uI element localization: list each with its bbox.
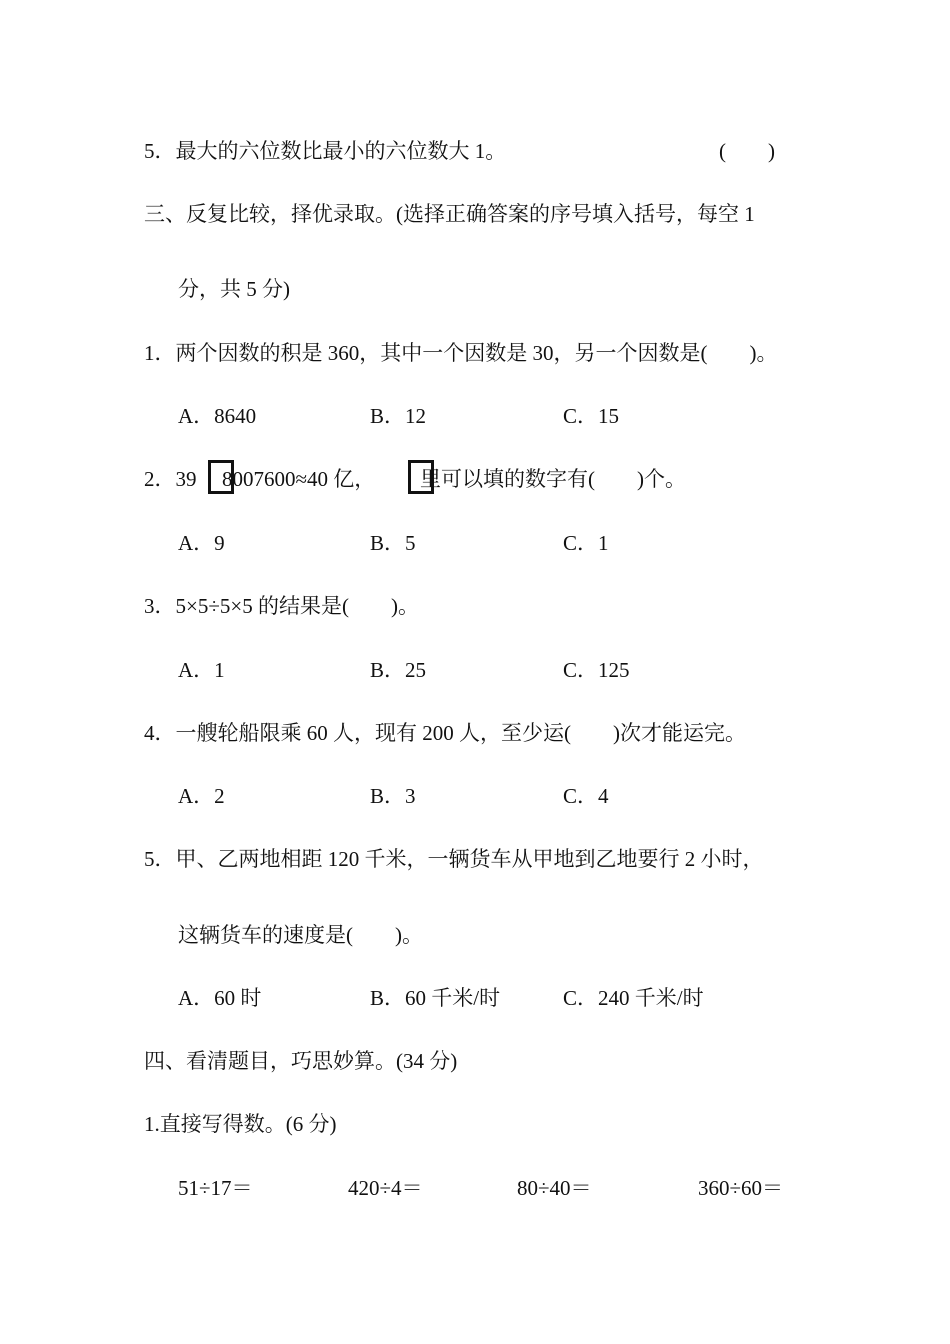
option-a[interactable]: A．8640 [178,404,257,428]
question-number: 2． [144,467,176,491]
question-text: 最大的六位数比最小的六位数大 1。 [175,139,507,163]
subsection-title: 1.直接写得数。(6 分) [144,1112,337,1136]
option-b[interactable]: B．3 [370,784,416,808]
question-text: 一艘轮船限乘 60 人，现有 200 人，至少运( )次才能运完。 [175,721,746,745]
judge-question-5 [144,138,506,164]
question-text: 甲、乙两地相距 120 千米，一辆货车从甲地到乙地要行 2 小时， [175,847,764,871]
option-a[interactable]: A．1 [178,658,225,682]
option-b[interactable]: B．25 [370,658,427,682]
option-c[interactable]: C．15 [563,404,620,428]
section-3-title: 三、反复比较，择优录取。(选择正确答案的序号填入括号，每空 1 [144,202,755,226]
question-text-part-1: 39 [175,467,197,491]
mc-question-1 [144,340,777,366]
answer-blank[interactable]: ( ) [719,139,775,163]
option-c[interactable]: C．4 [563,784,609,808]
question-text-part-2: 8007600≈40 亿， [222,467,376,491]
mc-question-3 [144,593,419,619]
section-3-title-cont: 分，共 5 分) [178,277,290,301]
option-c[interactable]: C．1 [563,531,609,555]
calc-item[interactable]: 51÷17＝ [178,1176,253,1200]
mc-question-4 [144,720,746,746]
calc-item[interactable]: 420÷4＝ [348,1176,423,1200]
question-number: 5． [144,847,176,871]
option-b[interactable]: B．5 [370,531,416,555]
question-text: 5×5÷5×5 的结果是( )。 [175,594,419,618]
question-number: 3． [144,594,176,618]
question-text: 两个因数的积是 360，其中一个因数是 30，另一个因数是( )。 [175,341,778,365]
calc-item[interactable]: 360÷60＝ [698,1176,784,1200]
option-b[interactable]: B．12 [370,404,427,428]
section-4-title: 四、看清题目，巧思妙算。(34 分) [144,1049,458,1073]
option-c[interactable]: C．125 [563,658,630,682]
option-c[interactable]: C．240 千米/时 [563,986,704,1010]
question-number: 5． [144,139,176,163]
question-number: 1． [144,341,176,365]
option-a[interactable]: A．2 [178,784,225,808]
calc-item[interactable]: 80÷40＝ [517,1176,592,1200]
option-a[interactable]: A．60 时 [178,986,262,1010]
mc-question-5 [144,846,764,872]
question-text-part-3: 里可以填的数字有( )个。 [420,467,686,491]
option-b[interactable]: B．60 千米/时 [370,986,501,1010]
question-number: 4． [144,721,176,745]
option-a[interactable]: A．9 [178,531,225,555]
question-text-cont: 这辆货车的速度是( )。 [178,923,423,947]
mc-question-2 [144,466,744,496]
